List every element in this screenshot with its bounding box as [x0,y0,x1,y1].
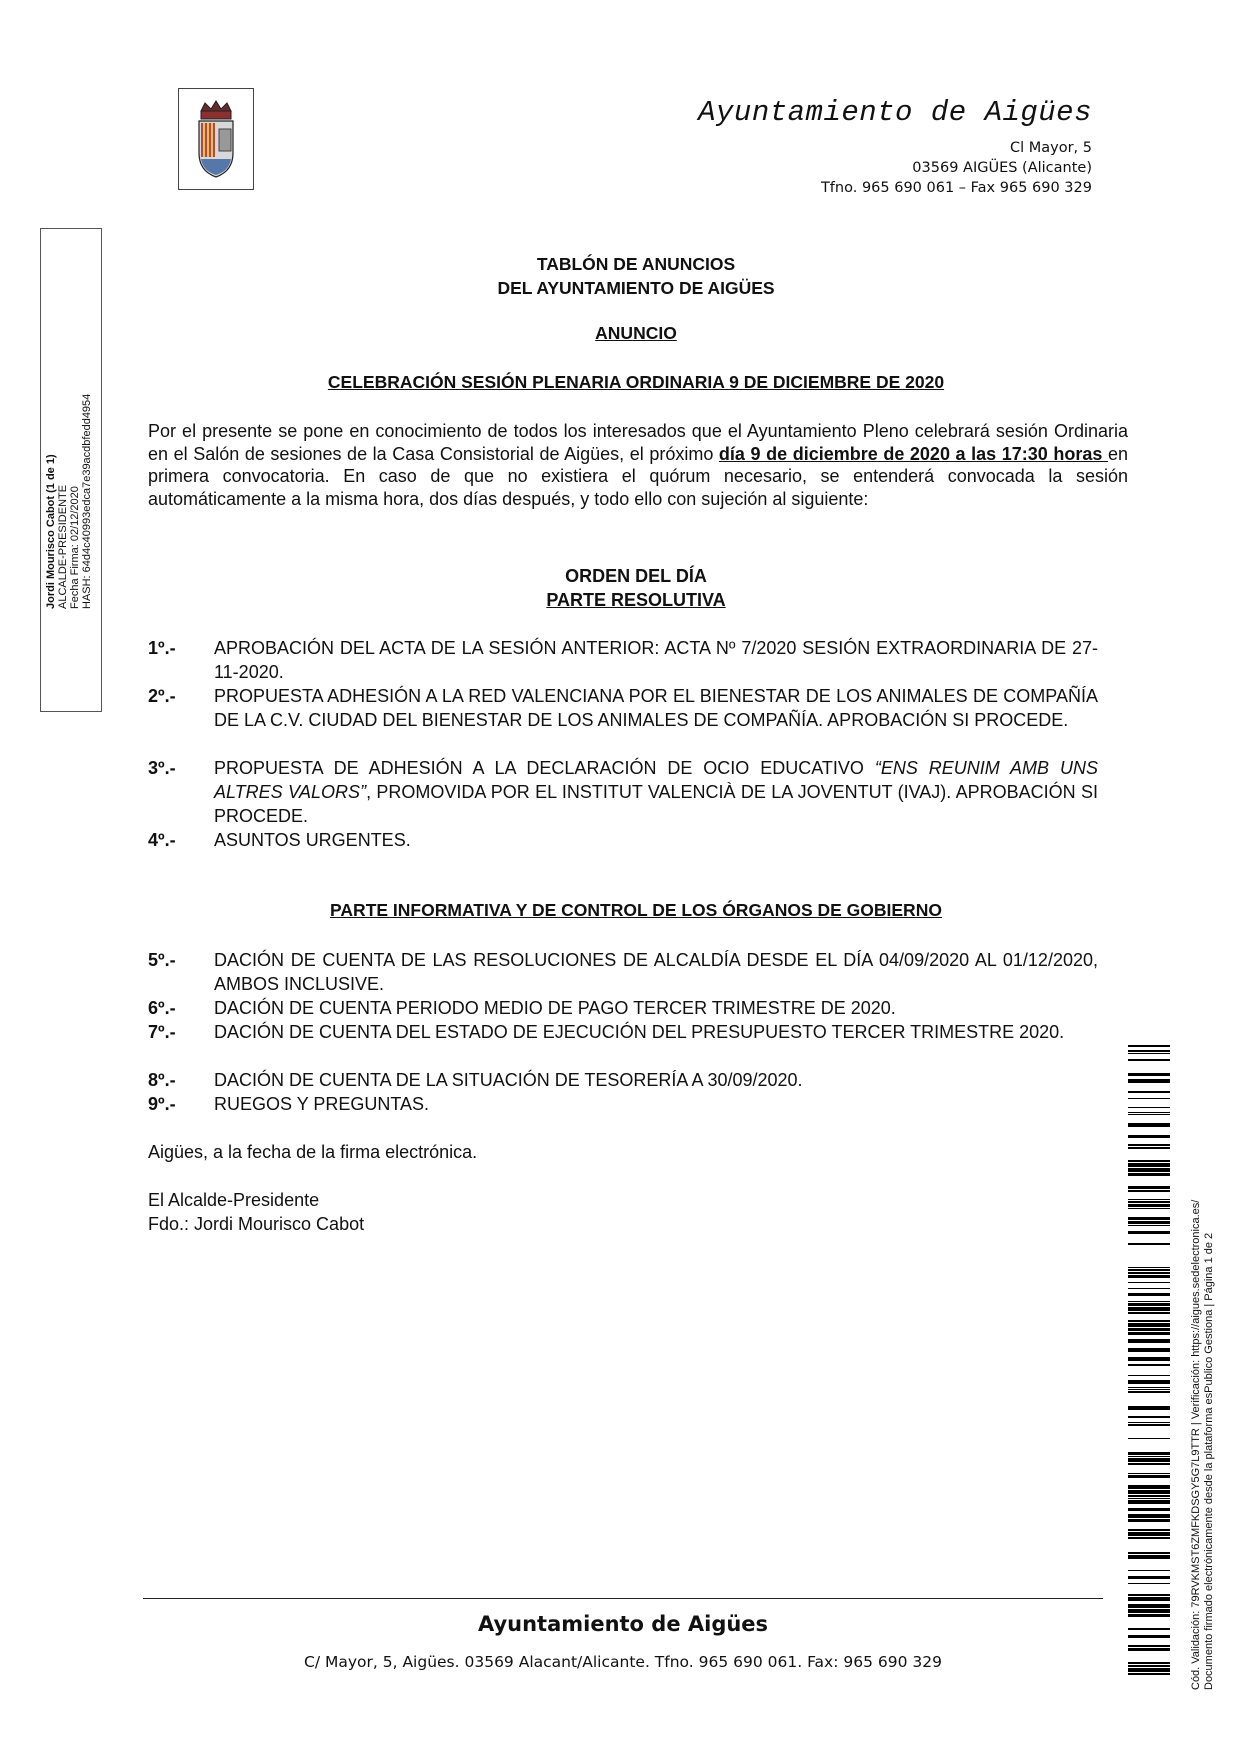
barcode-bar [1128,1364,1170,1366]
barcode-bar [1128,1555,1170,1559]
informativa-heading: PARTE INFORMATIVA Y DE CONTROL DE LOS ÓRGANOS DE GOBIERNO [330,900,942,920]
barcode-bar [1128,1190,1170,1192]
barcode-bar [1128,1456,1170,1457]
barcode-bar [1128,1424,1170,1426]
agenda-item-number: 4º.- [148,830,176,850]
agenda-item [148,828,1098,852]
barcode-bar [1128,1348,1170,1352]
barcode-bar [1128,1665,1170,1667]
barcode-bar [1128,1208,1170,1209]
agenda-item [148,684,1098,732]
barcode-bar [1128,1045,1170,1047]
intro-paragraph [148,420,1128,510]
barcode-bar [1128,1532,1170,1536]
barcode-bar [1128,1204,1170,1207]
barcode-bar [1128,1267,1170,1268]
agenda-item [148,756,1098,828]
agenda-item-text: RUEGOS Y PREGUNTAS. [214,1094,430,1114]
agenda-item-number: 5º.- [148,950,176,970]
barcode-bar [1128,1160,1170,1162]
closing-role: El Alcalde-Presidente [148,1190,320,1210]
agenda-item [148,996,1098,1020]
footer-divider [143,1598,1103,1599]
agenda-item [148,636,1098,684]
header-phone-fax: Tfno. 965 690 061 – Fax 965 690 329 [820,180,1092,196]
barcode-bar [1128,1079,1170,1083]
barcode-bar [1128,1438,1170,1439]
barcode-bar [1128,1050,1170,1052]
agenda-item-number: 8º.- [148,1070,176,1090]
barcode-bar [1128,1307,1170,1311]
barcode-bar [1128,1648,1170,1651]
barcode-bar [1128,1375,1170,1376]
barcode-bar [1128,1500,1170,1504]
agenda-item-text [214,756,1098,828]
agenda-item-text: DACIÓN DE CUENTA DE LA SITUACIÓN DE TESORERÍA A 30/09/2020. [214,1070,803,1090]
agenda-item-number: 7º.- [148,1022,176,1042]
barcode-bar [1128,1173,1170,1176]
agenda-item-number: 6º.- [148,998,176,1018]
coat-of-arms-icon [193,97,239,181]
barcode-bar [1128,1570,1170,1571]
barcode-bar [1128,1114,1170,1115]
agenda-item [148,1020,1098,1044]
signer-name: Jordi Mourisco Cabot (1 de 1) [45,454,57,609]
barcode-bar [1128,1380,1170,1384]
barcode-bar [1128,1609,1170,1613]
notice-board-title [140,252,1132,300]
barcode-bar [1128,1357,1170,1361]
barcode-bar [1128,1243,1170,1245]
validation-code-line: Cód. Validación: 79RVKMST6ZMFKDSGY5G7L9TTR | Verificación: https://aigues.sedelectronica.es/ [1190,1199,1202,1690]
barcode-bar [1128,1163,1170,1167]
agenda-item [148,948,1098,996]
barcode-bar [1128,1272,1170,1274]
barcode-bar [1128,1275,1170,1278]
barcode-bar [1128,1519,1170,1522]
signature-hash: HASH: 64d4c40993edca7e39acdbfedd4954 [81,393,93,609]
barcode-bar [1128,1323,1170,1327]
platform-signature-line: Documento firmado electrónicamente desde la plataforma esPublico Gestiona | Página 1 de 2 [1203,1232,1215,1690]
barcode-bar [1128,1452,1170,1455]
barcode-bar [1128,1514,1170,1518]
barcode-bar [1128,1112,1170,1113]
barcode-bar [1128,1552,1170,1554]
agenda-item-text: DACIÓN DE CUENTA PERIODO MEDIO DE PAGO TERCER TRIMESTRE DE 2020. [214,998,896,1018]
barcode-bar [1128,1537,1170,1539]
agenda-item-text: DACIÓN DE CUENTA DEL ESTADO DE EJECUCIÓN DEL PRESUPUESTO TERCER TRIMESTRE 2020. [214,1022,1065,1042]
agenda-item-number: 3º.- [148,758,176,778]
agenda-heading [140,564,1132,612]
barcode-bar [1128,1225,1170,1226]
session-date-highlight: día 9 de diciembre de 2020 a las 17:30 horas [718,443,1108,464]
agenda-item-text-part1: PROPUESTA DE ADHESIÓN A LA DECLARACIÓN DE OCIO EDUCATIVO [214,758,875,778]
barcode-bar [1128,1597,1170,1601]
closing-date-line: Aigües, a la fecha de la firma electrónica. [148,1142,478,1162]
header-address-street: Cl Mayor, 5 [1009,140,1092,156]
barcode-bar [1128,1282,1170,1283]
agenda-item [148,1068,1098,1092]
barcode-bar [1128,1594,1170,1596]
coat-of-arms-logo [178,88,254,190]
footer-address: C/ Mayor, 5, Aigües. 03569 Alacant/Alicante. Tfno. 965 690 061. Fax: 965 690 329 [304,1653,942,1671]
agenda-item-text: ASUNTOS URGENTES. [214,830,411,850]
barcode-bar [1128,1668,1170,1672]
signature-date: Fecha Firma: 02/12/2020 [69,486,81,609]
footer-organization-name: Ayuntamiento de Aigües [477,1612,769,1636]
barcode-bar [1128,1312,1170,1314]
agenda-item [148,1092,1098,1116]
barcode-bar [1128,1217,1170,1220]
barcode-bar [1128,1073,1170,1076]
barcode-bar [1128,1389,1170,1390]
barcode-bar [1128,1288,1170,1289]
barcode-bar [1128,1576,1170,1579]
barcode-bar [1128,1332,1170,1335]
barcode-bar [1128,1463,1170,1465]
barcode-bar [1128,1231,1170,1234]
anuncio-heading: ANUNCIO [595,323,677,343]
barcode-bar [1128,1098,1170,1099]
barcode-bar [1128,1339,1170,1343]
barcode-bar [1128,1458,1170,1462]
electronic-signature-stamp [40,228,102,712]
barcode-bar [1128,1490,1170,1494]
barcode-bar [1128,1199,1170,1200]
barcode-bar [1128,1053,1170,1054]
barcode-bar [1128,1498,1170,1499]
barcode-bar [1128,1135,1170,1138]
barcode-bar [1128,1673,1170,1675]
barcode-bar [1128,1628,1170,1630]
barcode-bar [1128,1662,1170,1664]
barcode-bar [1128,1391,1170,1393]
barcode-bar [1128,1387,1170,1388]
barcode-bar [1128,1328,1170,1331]
agenda-item-text: DACIÓN DE CUENTA DE LAS RESOLUCIONES DE ALCALDÍA DESDE EL DÍA 04/09/2020 AL 01/12/2020, AMBOS INCLUSIVE. [214,950,1098,994]
intro-text-part1: Por el presente se pone en conocimiento de todos los interesados que el Ayuntamiento Pleno celebrará sesión Ordinaria en el Salón de sesiones de la Casa Consistorial de Aigües, el próximo [148,421,1128,464]
barcode-bar [1128,1406,1170,1410]
intro-text-part2: en primera convocatoria. En caso de que no existiera el quórum necesario, se entenderá convocada la sesión automáticamente a la misma hora, dos días después, y todo ello con sujeción al siguiente: [148,443,1128,509]
barcode-bar [1128,1107,1170,1108]
barcode-bar [1128,1168,1170,1172]
barcode-bar [1128,1147,1170,1149]
barcode-bar [1128,1495,1170,1497]
barcode-bar [1128,1508,1170,1511]
agenda-item-number: 1º.- [148,638,176,658]
agenda-item-italic-title: “ENS REUNIM AMB UNS ALTRES VALORS” [214,758,1098,802]
agenda-item-text: PROPUESTA ADHESIÓN A LA RED VALENCIANA POR EL BIENESTAR DE LOS ANIMALES DE COMPAÑÍA DE LA C.V. CIUDAD DEL BIENESTAR DE LOS ANIMALES DE COMPAÑÍA. APROBACIÓN SI PROCEDE. [214,686,1098,730]
barcode-bar [1128,1529,1170,1531]
barcode-bar [1128,1091,1170,1093]
barcode-bar [1128,1144,1170,1146]
barcode-icon [1128,1045,1170,1687]
barcode-bar [1128,1416,1170,1418]
notice-board-title-line2: DEL AYUNTAMIENTO DE AIGÜES [497,278,775,298]
notice-board-title-line1: TABLÓN DE ANUNCIOS [536,254,736,274]
agenda-item-number: 9º.- [148,1094,176,1114]
barcode-bar [1128,1269,1170,1271]
barcode-bar [1128,1293,1170,1296]
barcode-bar [1128,1635,1170,1638]
barcode-bar [1128,1123,1170,1127]
session-heading: CELEBRACIÓN SESIÓN PLENARIA ORDINARIA 9 DE DICIEMBRE DE 2020 [327,372,945,392]
agenda-title: ORDEN DEL DÍA [565,566,707,586]
agenda-subtitle-resolutiva: PARTE RESOLUTIVA [546,590,726,610]
barcode-bar [1128,1303,1170,1306]
barcode-bar [1128,1604,1170,1608]
barcode-bar [1128,1614,1170,1617]
barcode-bar [1128,1422,1170,1423]
signer-role: ALCALDE-PRESIDENTE [57,484,69,609]
agenda-item-text-part2: , PROMOVIDA POR EL INSTITUT VALENCIÀ DE LA JOVENTUT (IVAJ). APROBACIÓN SI PROCEDE. [214,782,1098,826]
barcode-bar [1128,1186,1170,1189]
header-address-city: 03569 AIGÜES (Alicante) [912,160,1092,176]
barcode-bar [1128,1485,1170,1489]
agenda-item-number: 2º.- [148,686,176,706]
barcode-bar [1128,1301,1170,1302]
barcode-bar [1128,1221,1170,1224]
barcode-bar [1128,1059,1170,1061]
barcode-bar [1128,1320,1170,1322]
barcode-bar [1128,1645,1170,1647]
verification-info [1190,1090,1216,1690]
agenda-item-text: APROBACIÓN DEL ACTA DE LA SESIÓN ANTERIOR: ACTA Nº 7/2020 SESIÓN EXTRAORDINARIA DE 27-11-2020. [214,638,1098,682]
barcode-bar [1128,1201,1170,1203]
barcode-bar [1128,1583,1170,1584]
barcode-bar [1128,1475,1170,1478]
organization-name: Ayuntamiento de Aigües [698,96,1092,129]
closing-signed-by: Fdo.: Jordi Mourisco Cabot [148,1214,365,1234]
barcode-bar [1128,1473,1170,1474]
